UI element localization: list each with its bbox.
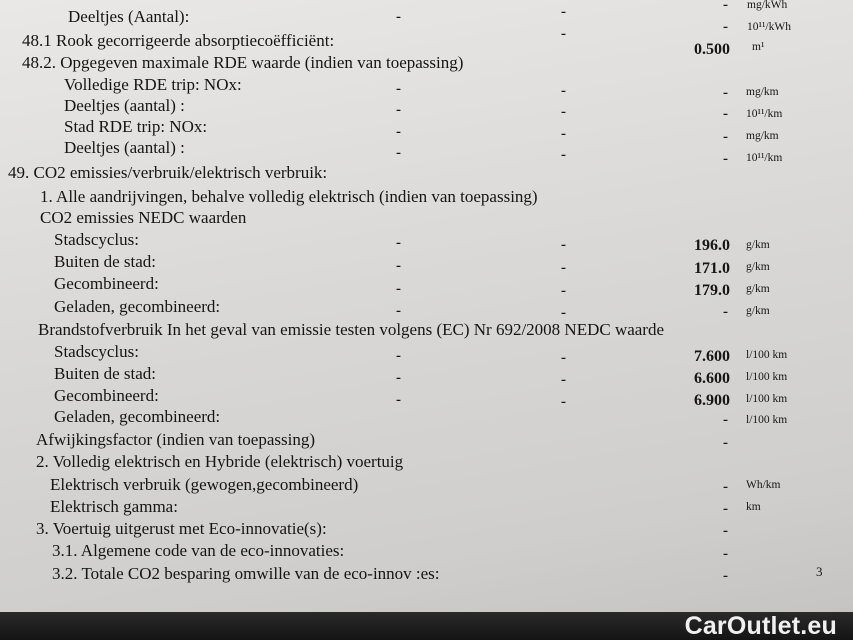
row-rde-deeltjes: Deeltjes (aantal) : [64,96,185,115]
row-3-1-code: 3.1. Algemene code van de eco-innovaties: [52,541,345,560]
unit-r15: l/100 km [746,349,788,361]
row-co2-gecombineerd: Gecombineerd: [54,274,159,293]
unit-r5: mg/km [746,130,779,142]
unit-r10: g/km [746,239,770,251]
dash-c1-r10: - [396,235,401,251]
row-fuel-gecombineerd: Gecombineerd: [54,386,159,405]
row-49-co2: 49. CO2 emissies/verbruik/elektrisch verbruik: [8,163,328,182]
value-co2-buiten: 171.0 [694,260,730,277]
row-fuel-stadscyclus: Stadscyclus: [54,342,139,361]
row-stad-deeltjes: Deeltjes (aantal) : [64,138,185,157]
row-afwijkingsfactor: Afwijkingsfactor (indien van toepassing) [36,430,316,449]
dash-c1-r13: - [396,303,401,319]
dash-c2-r3: - [561,83,566,99]
row-3-eco-innovatie: 3. Voertuig uitgerust met Eco-innovatie(s): [36,519,327,538]
row-co2-geladen: Geladen, gecombineerd: [54,297,221,316]
value-fuel-stadscyclus: 7.600 [694,348,730,365]
dash-c2-r4: - [561,104,566,120]
row-1-aandrijvingen: 1. Alle aandrijvingen, behalve volledig elektrisch (indien van toepassing) [40,187,538,206]
value-fuel-gecombineerd: 6.900 [694,392,730,409]
dash-c1-r11: - [396,258,401,274]
dash-val-r24: - [723,546,728,562]
row-3-2-besparing: 3.2. Totale CO2 besparing omwille van de eco-innov :es: [52,564,440,583]
row-elektrisch-verbruik: Elektrisch verbruik (gewogen,gecombineerd) [50,475,359,494]
row-co2-nedc: CO2 emissies NEDC waarden [40,208,247,227]
dash-c1-r15: - [396,348,401,364]
dash-val-r4: - [723,106,728,122]
unit-r3: mg/km [746,86,779,98]
dash-c2-r0: - [561,4,566,20]
dash-c1-r0: - [396,9,401,25]
unit-r13: g/km [746,305,770,317]
dash-c2-r1: - [561,26,566,42]
row-48-1-rook: 48.1 Rook gecorrigeerde absorptiecoëfficiënt: [22,31,335,50]
dash-c2-r12: - [561,283,566,299]
unit-r6: 10¹¹/km [746,152,783,164]
row-rde-nox: Volledige RDE trip: NOx: [64,75,242,94]
dash-val-r19: - [723,435,728,451]
row-co2-buiten: Buiten de stad: [54,252,156,271]
dash-val-r5: - [723,129,728,145]
row-deeltjes-aantal: Deeltjes (Aantal): [68,7,190,26]
dash-c1-r16: - [396,370,401,386]
dash-c1-r3: - [396,81,401,97]
unit-r12: g/km [746,283,770,295]
unit-r16: l/100 km [746,371,788,383]
dash-val-r21: - [723,479,728,495]
dash-c2-r16: - [561,372,566,388]
row-fuel-buiten: Buiten de stad: [54,364,156,383]
row-elektrisch-gamma: Elektrisch gamma: [50,497,178,516]
value-fuel-buiten: 6.600 [694,370,730,387]
watermark-bar [0,612,853,640]
dash-c1-r17: - [396,392,401,408]
dash-c2-r13: - [561,305,566,321]
row-2-elektrisch: 2. Volledig elektrisch en Hybride (elektrisch) voertuig [36,452,404,471]
unit-r0a: mg/kWh [747,0,788,11]
dash-val-r18: - [723,412,728,428]
row-co2-stadscyclus: Stadscyclus: [54,230,139,249]
dash-c2-r10: - [561,237,566,253]
brand-logo: CarOutlet.eu [684,612,837,640]
unit-r22: km [746,501,761,513]
dash-val-r3: - [723,85,728,101]
unit-r21: Wh/km [746,479,781,491]
unit-r4: 10¹¹/km [746,108,783,120]
dash-c1-r5: - [396,124,401,140]
value-co2-gecombineerd: 179.0 [694,282,730,299]
dash-val-r22: - [723,501,728,517]
unit-r11: g/km [746,261,770,273]
dash-c2-r17: - [561,394,566,410]
dash-val-r0a: - [723,0,728,13]
row-fuel-geladen: Geladen, gecombineerd: [54,407,221,426]
dash-c1-r12: - [396,281,401,297]
page-number: 3 [816,564,823,579]
dash-c2-r15: - [561,350,566,366]
row-48-2-rde: 48.2. Opgegeven maximale RDE waarde (indien van toepassing) [22,53,464,72]
unit-r0b: 10¹¹/kWh [747,21,791,33]
dash-c1-r4: - [396,102,401,118]
dash-c2-r6: - [561,147,566,163]
dash-val-r23: - [723,523,728,539]
unit-r17: l/100 km [746,393,788,405]
row-stad-rde-nox: Stad RDE trip: NOx: [64,117,208,136]
value-absorptie: 0.500 [694,41,730,58]
dash-c2-r11: - [561,260,566,276]
dash-val-r13: - [723,304,728,320]
dash-val-r0b: - [723,19,728,35]
dash-val-r6: - [723,151,728,167]
dash-val-r25: - [723,568,728,584]
value-co2-stadscyclus: 196.0 [694,237,730,254]
dash-c2-r5: - [561,126,566,142]
row-brandstofverbruik: Brandstofverbruik In het geval van emissie testen volgens (EC) Nr 692/2008 NEDC waarde [38,320,665,339]
unit-r18: l/100 km [746,414,788,426]
unit-r1: m¹ [752,41,765,53]
dash-c1-r6: - [396,145,401,161]
